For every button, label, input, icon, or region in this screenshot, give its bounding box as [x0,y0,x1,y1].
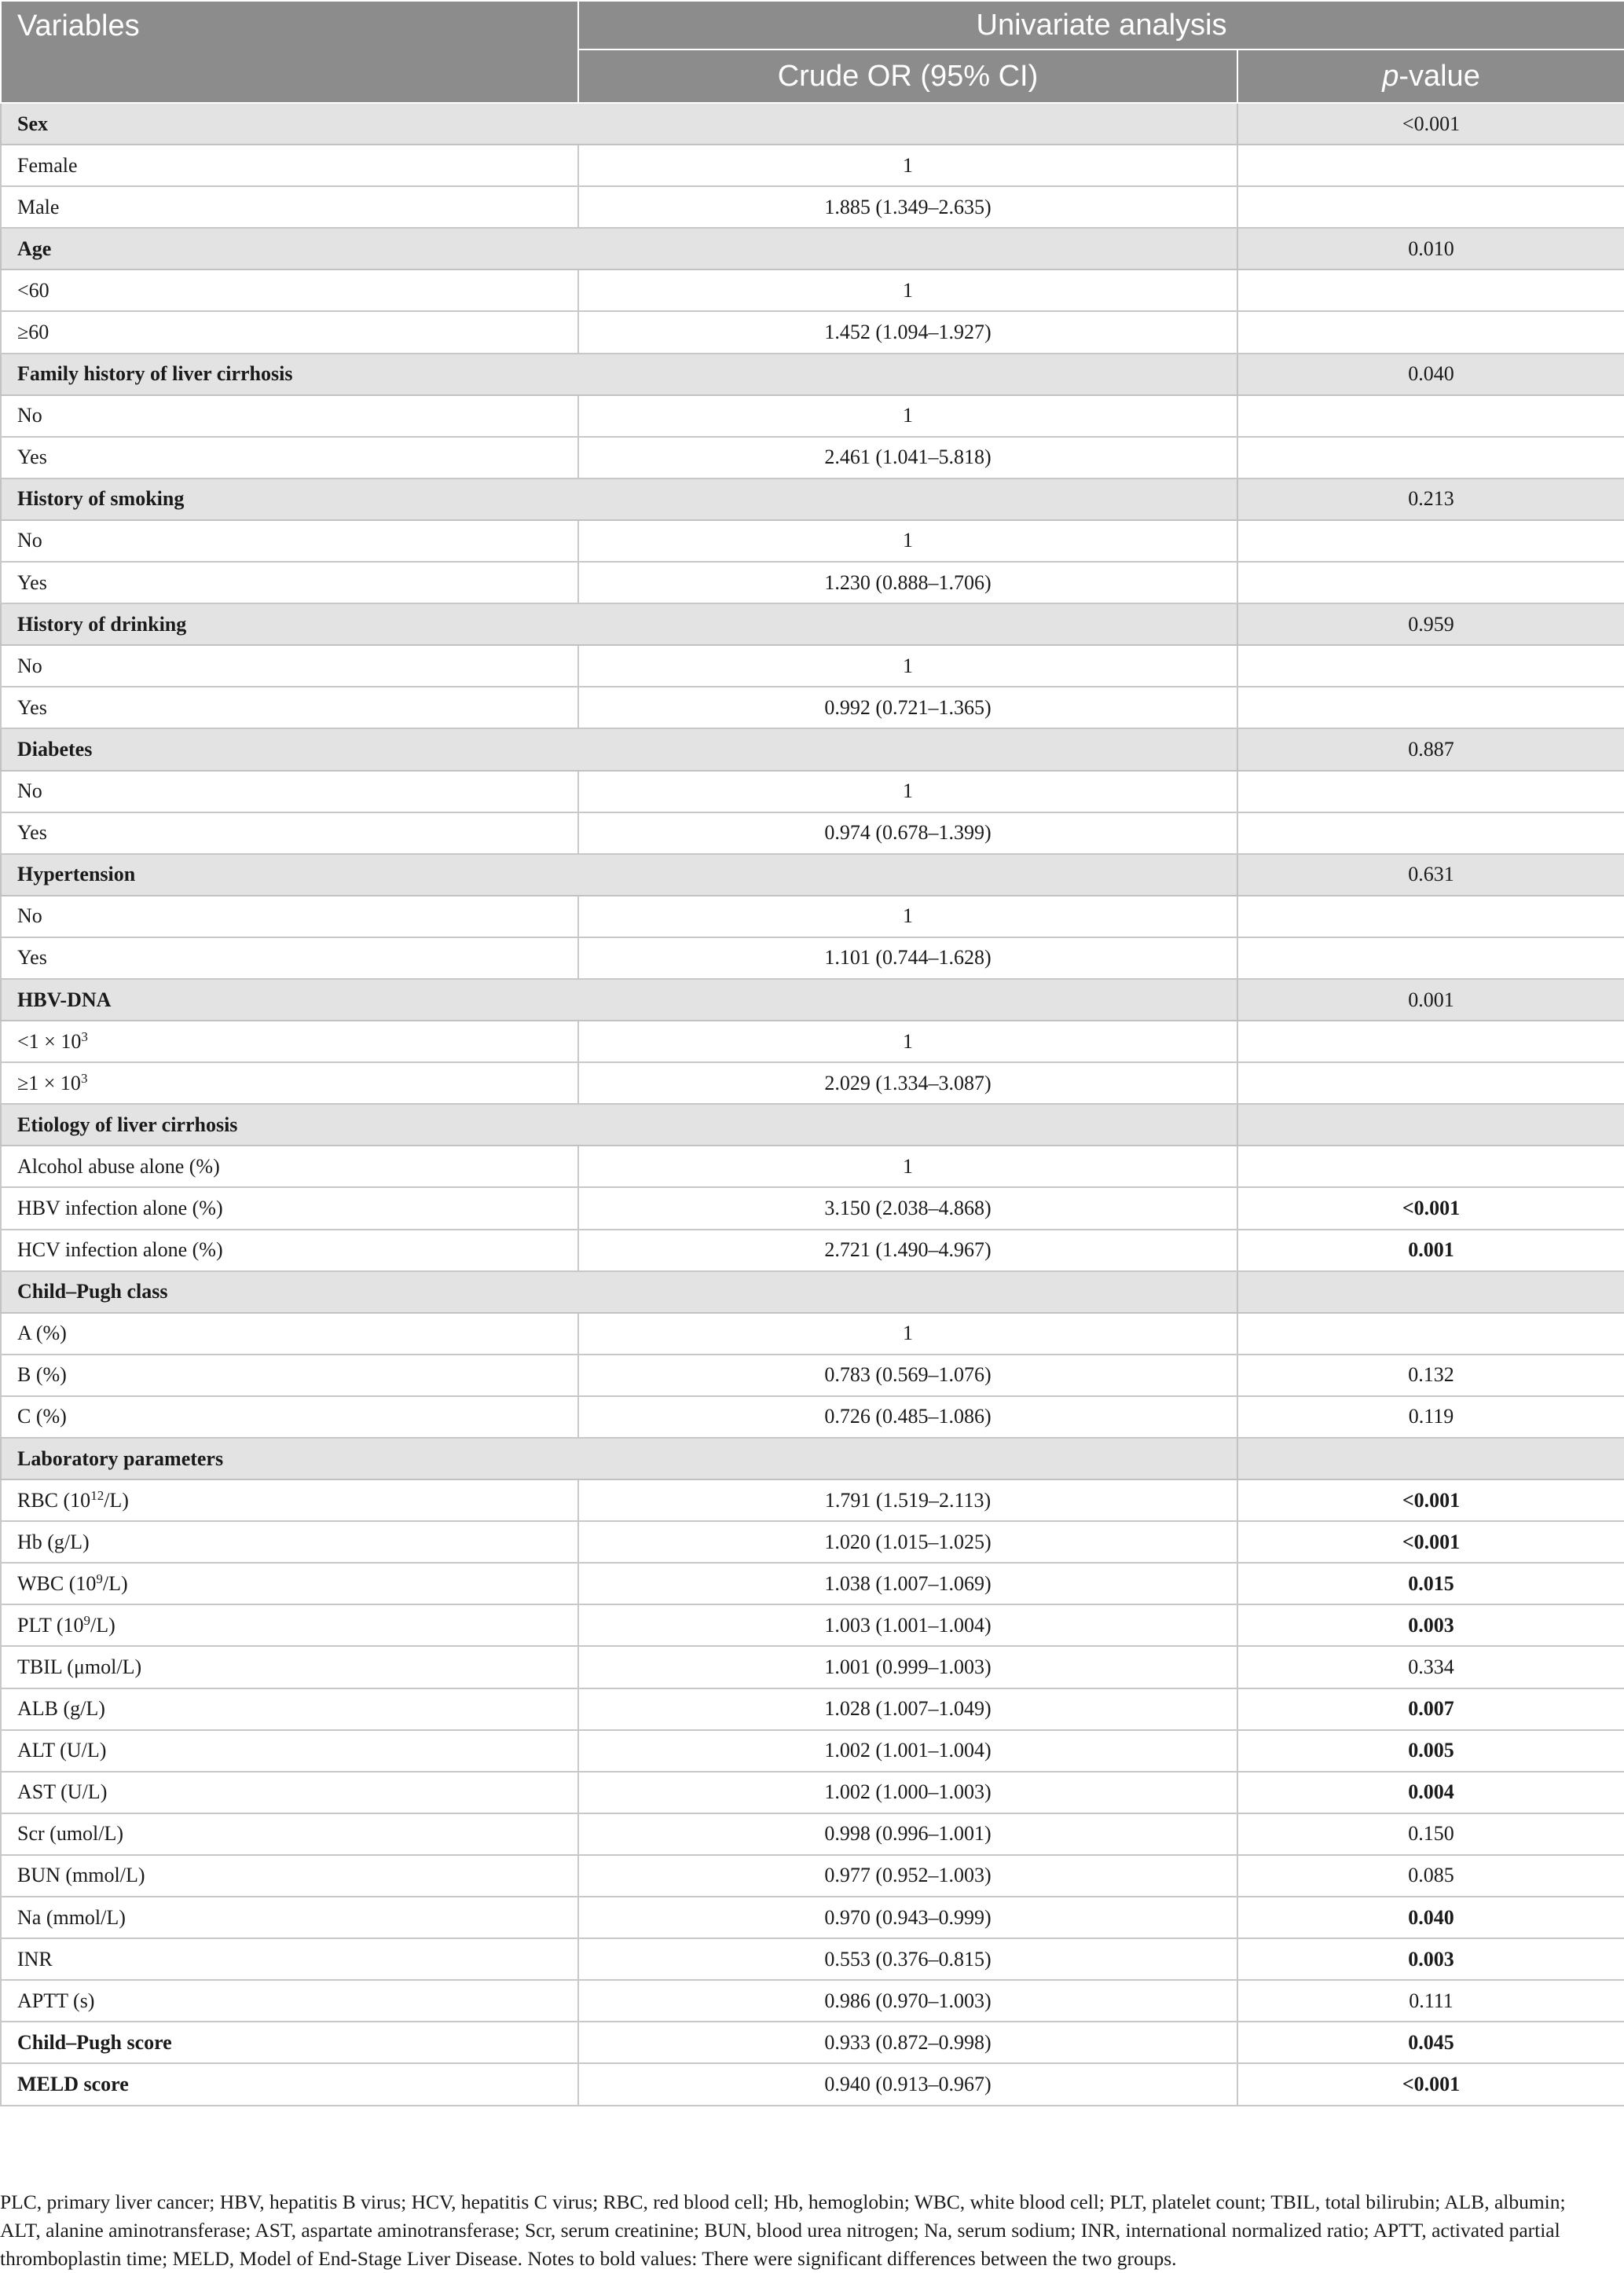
table-row [1,1897,1624,1938]
p-value-cell [1237,145,1624,186]
group-label: Age [1,228,1237,269]
variable-label-text: HBV infection alone (%) [17,1196,223,1219]
variable-label [1,1062,578,1104]
table-row [1,437,1624,478]
p-value-cell: 0.111 [1237,1980,1624,2022]
variable-label [1,1855,578,1897]
variable-label [1,687,578,728]
group-label: Child–Pugh class [1,1271,1237,1313]
crude-or-cell: 1 [578,269,1237,311]
table-row [1,1521,1624,1563]
table-row [1,1062,1624,1104]
variable-label [1,1772,578,1813]
variable-label-text: APTT (s) [17,1989,95,2012]
superscript-exponent: 3 [80,1070,88,1086]
variable-label-text: ALB (g/L) [17,1697,105,1721]
table-row [1,1187,1624,1229]
crude-or-cell: 0.974 (0.678–1.399) [578,812,1237,854]
variable-label-unit: /L) [102,1571,128,1595]
variable-label-text: Hb (g/L) [17,1530,90,1553]
p-value-cell: 0.015 [1237,1563,1624,1604]
p-value-cell: 0.959 [1237,603,1624,645]
variable-label-text: Yes [17,445,47,469]
variable-label-text: No [17,654,42,677]
variable-label [1,771,578,812]
crude-or-cell: 0.992 (0.721–1.365) [578,687,1237,728]
crude-or-cell: 1 [578,1021,1237,1062]
variable-label-unit: /L) [90,1613,115,1637]
p-value-cell [1237,1104,1624,1146]
p-value-cell [1237,311,1624,353]
p-value-cell [1237,1021,1624,1062]
crude-or-cell: 1.230 (0.888–1.706) [578,562,1237,603]
group-label: History of drinking [1,603,1237,645]
p-value-cell: 0.003 [1237,1604,1624,1646]
p-value-cell: <0.001 [1237,103,1624,145]
header-p-rest: -value [1399,59,1480,93]
table-group-row [1,228,1624,269]
p-value-cell [1237,1271,1624,1313]
p-value-cell: 0.007 [1237,1688,1624,1730]
table-footnote: PLC, primary liver cancer; HBV, hepatitis B virus; HCV, hepatitis C virus; RBC, red blood cell; Hb, hemoglobin; WBC, white blood cell; PLT, platelet count; TBIL, total bilirubin; ALB, albumin; ALT, alanine aminotransferase; AST, aspartate aminotransferase; Scr, serum creatinine; BUN, blood urea nitrogen; Na, serum sodium; INR, international normalized ratio; APTT, activated partial thromboplastin time; MELD, Model of End-Stage Liver Disease. Notes to bold values: There were significant differences between the two groups. [0,2191,1566,2270]
header-p-italic: p [1382,59,1399,93]
group-label: Laboratory parameters [1,1438,1237,1479]
table-group-row [1,1438,1624,1479]
variable-label [1,1230,578,1271]
crude-or-cell: 0.998 (0.996–1.001) [578,1813,1237,1855]
variable-label-text: WBC (10 [17,1571,97,1595]
table-row [1,1938,1624,1980]
variable-label-text: No [17,404,42,427]
table-row [1,1646,1624,1688]
variable-label-text: MELD score [17,2072,129,2095]
table-row [1,520,1624,562]
crude-or-cell: 0.726 (0.485–1.086) [578,1396,1237,1438]
variable-label [1,1313,578,1355]
table-row [1,1355,1624,1396]
variable-label [1,2063,578,2105]
p-value-cell [1237,1146,1624,1187]
table-group-row [1,478,1624,520]
crude-or-cell: 1 [578,771,1237,812]
variable-label [1,1604,578,1646]
table-row [1,1396,1624,1438]
variable-label-text: Male [17,195,60,218]
variable-label-text: <1 × 10 [17,1029,82,1053]
p-value-cell [1237,812,1624,854]
crude-or-cell: 0.553 (0.376–0.815) [578,1938,1237,1980]
p-value-cell: 0.334 [1237,1646,1624,1688]
table-row [1,812,1624,854]
table-group-row [1,1271,1624,1313]
p-value-cell [1237,562,1624,603]
variable-label-text: No [17,904,42,928]
group-label: Family history of liver cirrhosis [1,354,1237,395]
crude-or-cell: 3.150 (2.038–4.868) [578,1187,1237,1229]
p-value-cell: 0.004 [1237,1772,1624,1813]
variable-label-text: ≥1 × 10 [17,1071,81,1094]
variable-label-text: C (%) [17,1405,67,1428]
p-value-cell: 0.132 [1237,1355,1624,1396]
p-value-cell: 0.003 [1237,1938,1624,1980]
variable-label [1,520,578,562]
crude-or-cell: 2.461 (1.041–5.818) [578,437,1237,478]
group-label: Sex [1,103,1237,145]
p-value-cell [1237,1313,1624,1355]
crude-or-cell: 1.101 (0.744–1.628) [578,937,1237,979]
table-row [1,186,1624,228]
crude-or-cell: 1.791 (1.519–2.113) [578,1479,1237,1521]
superscript-exponent: 12 [90,1487,104,1503]
crude-or-cell: 0.970 (0.943–0.999) [578,1897,1237,1938]
variable-label-text: B (%) [17,1363,67,1387]
p-value-cell [1237,1062,1624,1104]
p-value-cell [1237,771,1624,812]
variable-label-text: PLT (10 [17,1613,84,1637]
crude-or-cell: 1.002 (1.001–1.004) [578,1730,1237,1772]
table-row [1,1813,1624,1855]
p-value-cell [1237,520,1624,562]
variable-label [1,645,578,687]
variable-label [1,311,578,353]
variable-label-text: Scr (umol/L) [17,1822,124,1846]
variable-label-text: No [17,779,42,803]
crude-or-cell: 2.721 (1.490–4.967) [578,1230,1237,1271]
variable-label [1,1646,578,1688]
variable-label [1,1980,578,2022]
p-value-cell [1237,645,1624,687]
table-group-row [1,103,1624,145]
crude-or-cell: 1 [578,145,1237,186]
p-value-cell [1237,395,1624,437]
variable-label [1,1396,578,1438]
variable-label [1,1563,578,1604]
variable-label-text: Na (mmol/L) [17,1905,126,1929]
table-row [1,1855,1624,1897]
variable-label [1,186,578,228]
crude-or-cell: 1.003 (1.001–1.004) [578,1604,1237,1646]
variable-label-text: No [17,529,42,552]
table-row [1,1772,1624,1813]
table-group-row [1,603,1624,645]
crude-or-cell: 1 [578,520,1237,562]
variable-label [1,269,578,311]
crude-or-cell: 0.940 (0.913–0.967) [578,2063,1237,2105]
table-row [1,687,1624,728]
p-value-cell [1237,437,1624,478]
variable-label [1,1897,578,1938]
crude-or-cell: 1 [578,896,1237,937]
header-crude-or: Crude OR (95% CI) [578,49,1237,103]
p-value-cell [1237,186,1624,228]
variable-label-text: ≥60 [17,321,49,344]
table-group-row [1,979,1624,1021]
variable-label [1,1813,578,1855]
group-label: HBV-DNA [1,979,1237,1021]
group-label: Etiology of liver cirrhosis [1,1104,1237,1146]
p-value-cell [1237,937,1624,979]
variable-label-unit: /L) [104,1488,129,1512]
table-row [1,562,1624,603]
variable-label [1,1187,578,1229]
variable-label-text: Yes [17,695,47,719]
variable-label [1,1688,578,1730]
table-header [1,1,1624,103]
variable-label-text: A (%) [17,1322,67,1345]
table-row [1,1688,1624,1730]
table-row [1,1563,1624,1604]
variable-label [1,562,578,603]
p-value-cell: 0.001 [1237,979,1624,1021]
variable-label [1,437,578,478]
crude-or-cell: 0.986 (0.970–1.003) [578,1980,1237,2022]
variable-label-text: RBC (10 [17,1488,91,1512]
p-value-cell: <0.001 [1237,2063,1624,2105]
table-row [1,1980,1624,2022]
crude-or-cell: 1 [578,395,1237,437]
group-label: History of smoking [1,478,1237,520]
variable-label-text: AST (U/L) [17,1780,108,1804]
group-label: Diabetes [1,728,1237,770]
variable-label-text: Alcohol abuse alone (%) [17,1154,220,1178]
variable-label [1,1938,578,1980]
variable-label-text: Female [17,153,78,177]
crude-or-cell: 0.977 (0.952–1.003) [578,1855,1237,1897]
variable-label [1,1021,578,1062]
table-row [1,937,1624,979]
variable-label [1,896,578,937]
superscript-exponent: 9 [96,1571,103,1586]
variable-label-text: Yes [17,946,47,970]
variable-label-text: Yes [17,821,47,845]
p-value-cell: 0.045 [1237,2022,1624,2063]
superscript-exponent: 9 [83,1612,91,1628]
table-row [1,311,1624,353]
table-row [1,1479,1624,1521]
table-row [1,1146,1624,1187]
variable-label-text: BUN (mmol/L) [17,1864,145,1887]
p-value-cell: <0.001 [1237,1187,1624,1229]
table-group-row [1,728,1624,770]
variable-label [1,1730,578,1772]
table-row [1,2022,1624,2063]
crude-or-cell: 1 [578,1313,1237,1355]
table-row [1,1230,1624,1271]
variable-label-text: ALT (U/L) [17,1739,107,1762]
crude-or-cell: 1.002 (1.000–1.003) [578,1772,1237,1813]
variable-label-text: INR [17,1947,53,1971]
p-value-cell: <0.001 [1237,1521,1624,1563]
table-group-row [1,354,1624,395]
crude-or-cell: 1.020 (1.015–1.025) [578,1521,1237,1563]
table-row [1,896,1624,937]
crude-or-cell: 1.001 (0.999–1.003) [578,1646,1237,1688]
crude-or-cell: 0.783 (0.569–1.076) [578,1355,1237,1396]
p-value-cell [1237,687,1624,728]
crude-or-cell: 1.452 (1.094–1.927) [578,311,1237,353]
table-group-row [1,854,1624,896]
superscript-exponent: 3 [81,1028,88,1044]
table-row [1,771,1624,812]
variable-label [1,145,578,186]
p-value-cell: 0.001 [1237,1230,1624,1271]
variable-label [1,395,578,437]
p-value-cell: 0.040 [1237,1897,1624,1938]
header-variables: Variables [1,1,578,103]
crude-or-cell: 1.038 (1.007–1.069) [578,1563,1237,1604]
table-row [1,1730,1624,1772]
p-value-cell: 0.040 [1237,354,1624,395]
variable-label [1,812,578,854]
p-value-cell: 0.150 [1237,1813,1624,1855]
variable-label [1,937,578,979]
p-value-cell: 0.631 [1237,854,1624,896]
variable-label [1,2022,578,2063]
variable-label-text: HCV infection alone (%) [17,1238,223,1262]
table-row [1,1313,1624,1355]
variable-label-text: TBIL (μmol/L) [17,1655,142,1679]
p-value-cell: 0.005 [1237,1730,1624,1772]
p-value-cell: 0.213 [1237,478,1624,520]
crude-or-cell: 0.933 (0.872–0.998) [578,2022,1237,2063]
p-value-cell: 0.085 [1237,1855,1624,1897]
table-group-row [1,1104,1624,1146]
variable-label [1,1355,578,1396]
crude-or-cell: 2.029 (1.334–3.087) [578,1062,1237,1104]
p-value-cell: 0.010 [1237,228,1624,269]
p-value-cell: <0.001 [1237,1479,1624,1521]
variable-label-text: Child–Pugh score [17,2030,172,2054]
p-value-cell [1237,269,1624,311]
variable-label-text: Yes [17,570,47,594]
table-row [1,145,1624,186]
crude-or-cell: 1 [578,645,1237,687]
table-row [1,1604,1624,1646]
p-value-cell: 0.887 [1237,728,1624,770]
header-p-value [1237,49,1624,103]
table-row [1,1021,1624,1062]
variable-label [1,1146,578,1187]
variable-label [1,1479,578,1521]
crude-or-cell: 1.028 (1.007–1.049) [578,1688,1237,1730]
table-row [1,645,1624,687]
crude-or-cell: 1 [578,1146,1237,1187]
group-label: Hypertension [1,854,1237,896]
table-row [1,269,1624,311]
variable-label [1,1521,578,1563]
variable-label-text: <60 [17,278,49,302]
p-value-cell [1237,896,1624,937]
table-row [1,2063,1624,2105]
p-value-cell [1237,1438,1624,1479]
table-row [1,395,1624,437]
header-univariate-analysis: Univariate analysis [578,1,1624,49]
crude-or-cell: 1.885 (1.349–2.635) [578,186,1237,228]
table-body [1,103,1624,2106]
p-value-cell: 0.119 [1237,1396,1624,1438]
